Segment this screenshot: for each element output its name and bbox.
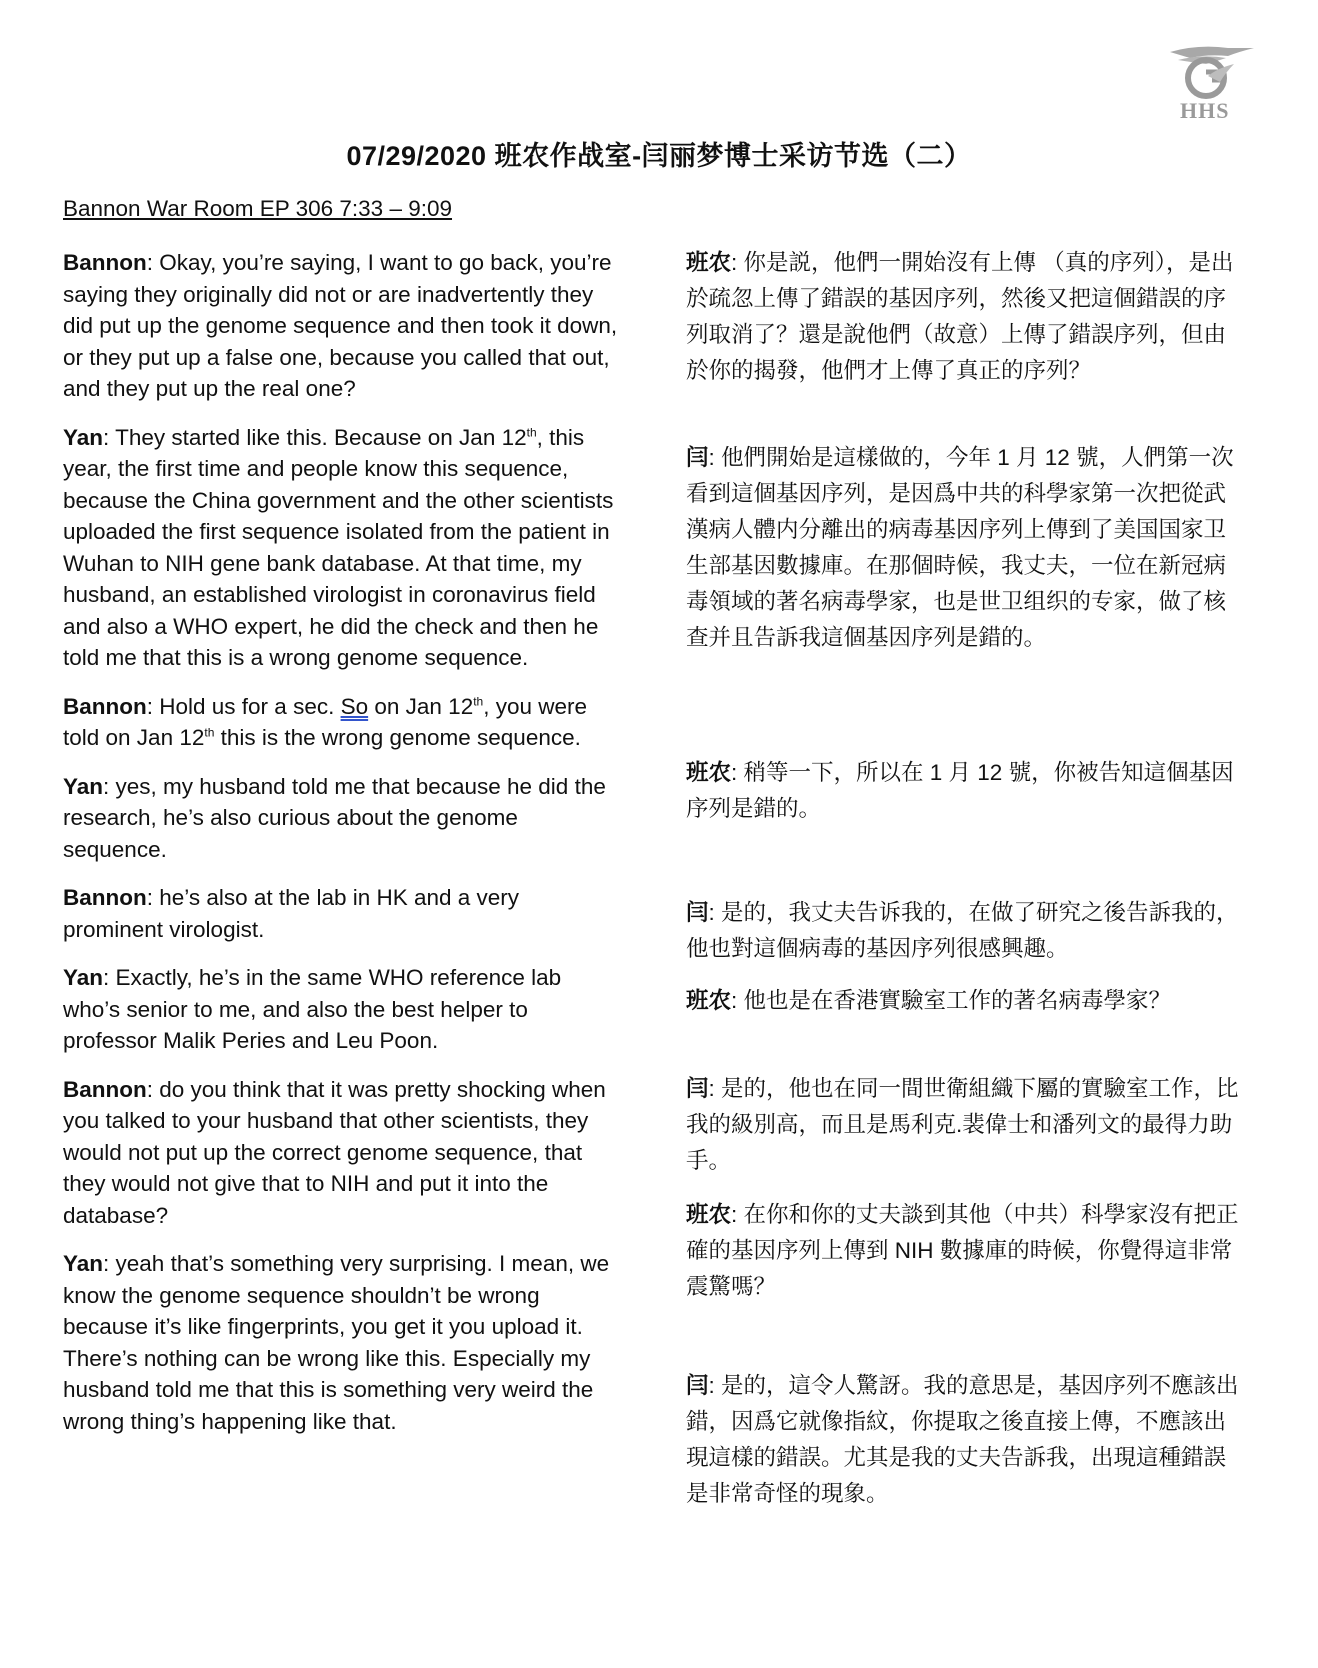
speech-text: : yeah that’s something very surprising. I mean, we know the genome sequence shouldn’t be wrong because it’s like fingerprints, you get it you upload it. There’s nothing can be wrong like this. Especially my husband told me that this is something very weird the wrong thing’s happening like that. [63,1251,610,1434]
transcript-paragraph [63,1074,618,1232]
speech-text: : yes, my husband told me that because he did the research, he’s also curious about the genome sequence. [63,773,606,862]
chinese-paragraph [686,440,1246,656]
speech-text: , you were told on Jan 12 [63,693,588,750]
speech-text: : 他也是在香港實驗室工作的著名病毒學家？ [731,988,1172,1013]
chinese-paragraph [686,755,1246,827]
chinese-paragraph [686,1071,1246,1179]
speech-text: : he’s also at the lab in HK and a very prominent virologist. [63,885,520,942]
transcript-paragraph [63,771,618,866]
speech-text: : They started like this. Because on Jan 12 [103,424,527,450]
speaker-name: Yan [63,1251,104,1276]
ordinal-suffix: th [204,725,215,740]
chinese-paragraph [686,895,1246,967]
speech-text: : Hold us for a sec. [146,693,341,719]
chinese-paragraph [686,1197,1246,1305]
speech-text: : do you think that it was pretty shocking when you talked to your husband that other scientists, they would not put up the correct genome sequence, that they would not give that to NIH and put it into the database? [63,1076,606,1228]
transcript-paragraph [63,1248,618,1437]
hhs-eagle-icon [1168,42,1256,102]
speech-text: : Exactly, he’s in the same WHO reference lab who’s senior to me, and also the best helper to professor Malik Peries and Leu Poon. [63,965,562,1053]
hhs-logo-text: HHS [1180,98,1230,123]
speaker-name: Yan [63,424,104,450]
transcript-paragraph [63,422,618,674]
speech-text: : 在你和你的丈夫談到其他（中共）科學家沒有把正確的基因序列上傳到 NIH 數據庫的時候，你覺得這非常震驚嗎？ [686,1202,1239,1299]
speech-text: : 是的，我丈夫告诉我的，在做了研究之後告訴我的，他也對這個病毒的基因序列很感興趣。 [686,900,1239,961]
episode-reference: Bannon War Room EP 306 7:33 – 9:09 [63,196,453,221]
speech-text: : 你是説，他們一開始沒有上傳 （真的序列），是出於疏忽上傳了錯誤的基因序列，然後又把這個錯誤的序列取消了？還是說他們（故意）上傳了錯誤序列，但由於你的揭發，他們才上傳了真正的序列？ [686,250,1234,383]
speech-text: this is the wrong genome sequence. [214,725,581,750]
speaker-name: 闫 [686,1373,709,1398]
speech-text: : 是的，他也在同一間世衛組織下屬的實驗室工作，比我的級別高，而且是馬利克.裴偉士和潘列文的最得力助手。 [686,1076,1239,1173]
speech-text: : Okay, you’re saying, I want to go back, you’re saying they originally did not or are inadvertently they did put up the genome sequence and then took it down, or they put up a false one, because you called that out, and they put up the real one? [63,250,618,401]
speaker-name: 班农 [686,250,732,275]
speaker-name: Bannon [63,693,147,719]
transcript-paragraph [63,247,618,405]
transcript-paragraph [63,882,618,945]
english-transcript [63,247,618,1454]
speaker-name: Bannon [63,250,147,275]
speech-text: on Jan 12 [368,693,474,719]
speech-text: : 是的，這令人驚訝。我的意思是，基因序列不應該出錯，因爲它就像指紋，你提取之後直接上傳，不應該出現這樣的錯誤。尤其是我的丈夫告訴我，出現這種錯誤是非常奇怪的現象。 [686,1373,1239,1506]
page-title: 07/29/2020 班农作战室-闫丽梦博士采访节选（二） [346,141,972,171]
ordinal-suffix: th [473,694,484,708]
transcript-paragraph [63,962,618,1057]
chinese-paragraph [686,1368,1246,1512]
transcript-paragraph [63,691,618,754]
speech-text: , this year, the first time and people know this sequence, because the China government and the other scientists uploaded the first sequence isolated from the patient in Wuhan to NIH gene bank database. At that time, my husband, an established virologist in coronavirus field and also a WHO expert, he did the check and then he told me that this is a wrong genome sequence. [63,424,614,670]
speaker-name: 闫 [686,445,709,470]
speaker-name: 班农 [686,760,732,785]
speaker-name: 班农 [686,1202,732,1227]
speech-text: : 他們開始是這樣做的，今年 1 月 12 號，人們第一次看到這個基因序列，是因爲中共的科學家第一次把從武漢病人體内分離出的病毒基因序列上傳到了美国国家卫生部基因數據庫。在那個時候，我丈夫，一位在新冠病毒領域的著名病毒學家，也是世卫组织的专家，做了核查并且告訴我這個基因序列是錯的。 [686,445,1234,650]
flagged-word: So [340,693,369,719]
chinese-paragraph [686,983,1246,1019]
speaker-name: Yan [63,965,104,990]
speech-text: : 稍等一下，所以在 1 月 12 號，你被告知這個基因序列是錯的。 [686,760,1234,821]
speaker-name: Bannon [63,885,147,910]
speaker-name: Bannon [63,1076,147,1102]
speaker-name: 班农 [686,988,732,1013]
ordinal-suffix: th [526,425,537,439]
speaker-name: Yan [63,773,104,799]
chinese-paragraph [686,245,1246,389]
speaker-name: 闫 [686,900,709,925]
speaker-name: 闫 [686,1076,709,1101]
